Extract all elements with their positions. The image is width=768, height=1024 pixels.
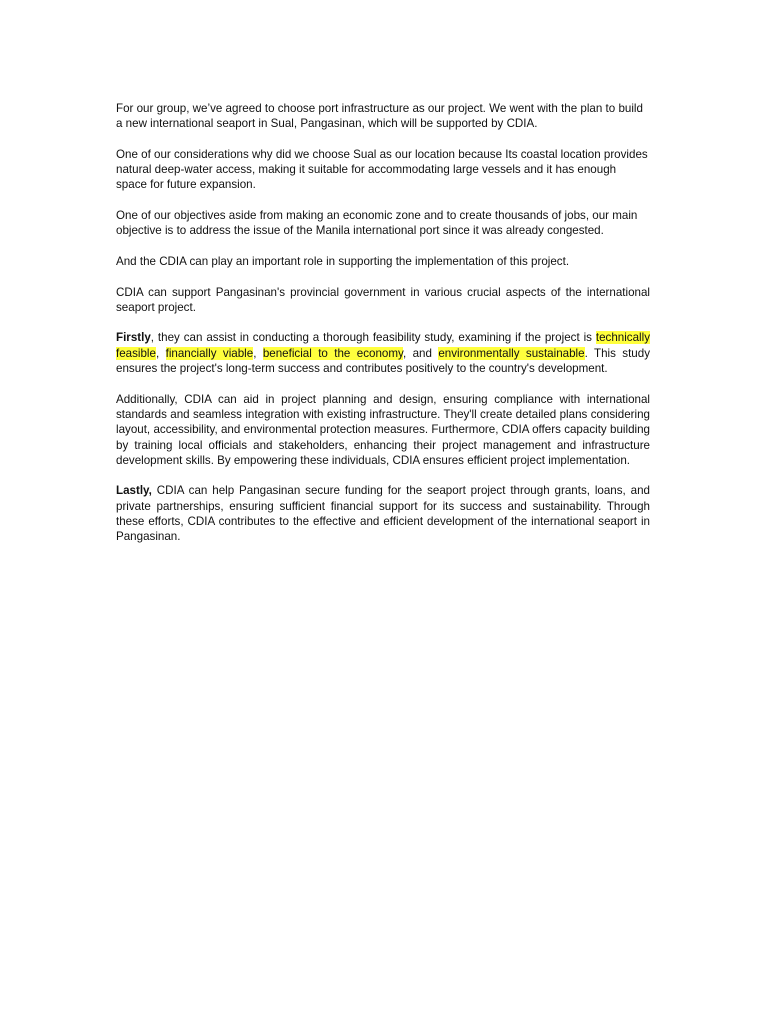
paragraph-location-reason: One of our considerations why did we choose Sual as our location because Its coastal location provides natural deep-water access, making it suitable for accommodating large vessels and it has enough space for future expansion. [116, 147, 648, 192]
highlight-technically-feasible: technically feasible [116, 331, 650, 360]
highlight-beneficial-economy: beneficial to the economy [262, 346, 403, 360]
paragraph-feasibility [116, 330, 650, 376]
feasibility-text-a: , they can assist in conducting a thorough feasibility study, examining if the project is [150, 331, 596, 345]
feasibility-text-b: . This study ensures the project's long-term success and contributes positively to the country's development. [116, 346, 650, 376]
paragraph-planning-design: Additionally, CDIA can aid in project planning and design, ensuring compliance with international standards and seamless integration with existing infrastructure. They'll create detailed plans considering layout, accessibility, and environmental protection measures. Furthermore, CDIA offers capacity building by training local officials and stakeholders, enhancing their project management and infrastructure development skills. By empowering these individuals, CDIA ensures efficient project implementation. [116, 392, 650, 467]
feasibility-sep-2: , [253, 346, 263, 360]
paragraph-objectives: One of our objectives aside from making an economic zone and to create thousands of jobs, our main objective is to address the issue of the Manila international port since it was already congested. [116, 209, 638, 238]
paragraph-cdia-support: CDIA can support Pangasinan's provincial government in various crucial aspects of the international seaport project. [116, 285, 650, 314]
funding-text: CDIA can help Pangasinan secure funding for the seaport project through grants, loans, and private partnerships, ensuring sufficient financial support for its success and sustainability. Through these efforts, CDIA contributes to the effective and efficient development of the international seaport in Pangasinan. [116, 484, 650, 544]
paragraph-cdia-role: And the CDIA can play an important role in supporting the implementation of this project. [116, 254, 570, 268]
lastly-lead: Lastly, [116, 484, 152, 498]
firstly-lead: Firstly [116, 331, 151, 345]
highlight-financially-viable: financially viable [165, 346, 254, 360]
highlight-environmentally-sustainable: environmentally sustainable [438, 346, 585, 360]
paragraph-project-choice: For our group, we’ve agreed to choose port infrastructure as our project. We went with the plan to build a new international seaport in Sual, Pangasinan, which will be supported by CDIA. [116, 102, 643, 131]
feasibility-sep-1: , [155, 346, 166, 360]
document-body [116, 101, 650, 560]
feasibility-sep-3: , and [402, 346, 439, 360]
paragraph-funding [116, 483, 650, 544]
